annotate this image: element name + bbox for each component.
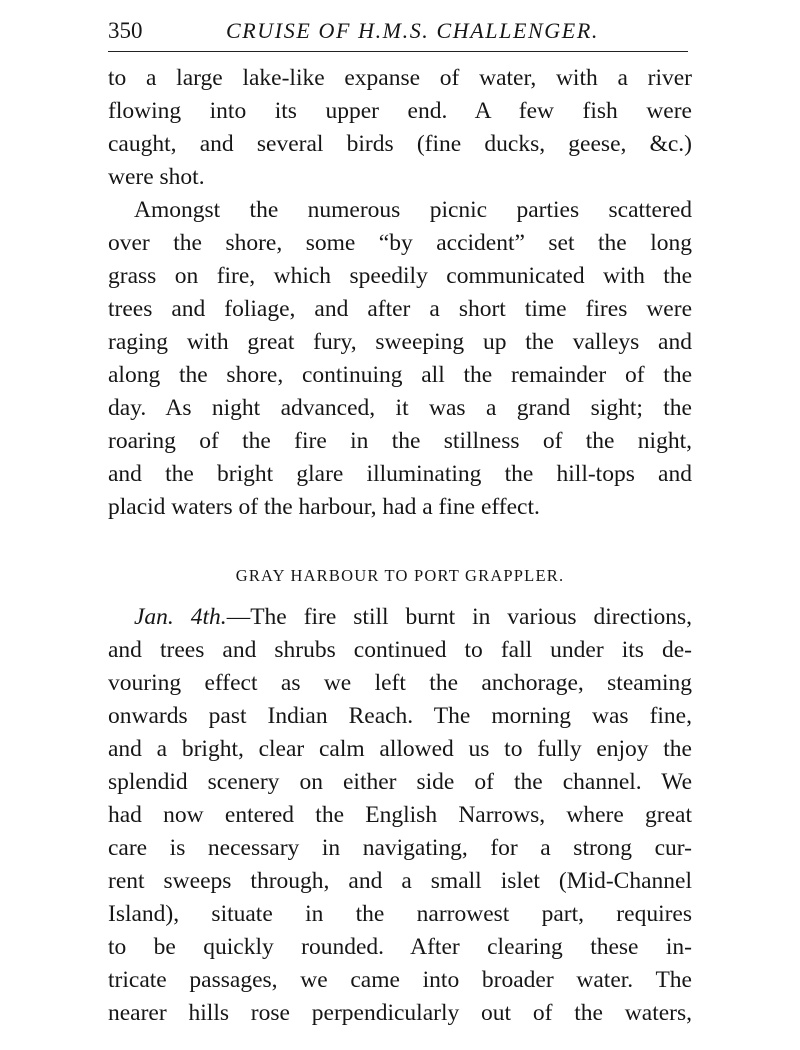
text-line: caught, and several birds (fine ducks, geese, &c.) [108, 131, 692, 157]
text-line: care is necessary in navigating, for a strong cur- [108, 835, 692, 861]
header-rule [108, 51, 688, 52]
text-line: were shot. [108, 164, 205, 190]
text-line-rest: —The fire still burnt in various directions, [226, 604, 693, 630]
running-title: CRUISE OF H.M.S. CHALLENGER. [226, 18, 599, 43]
text-line: day. As night advanced, it was a grand sight; the [108, 395, 692, 421]
text-line: along the shore, continuing all the remainder of the [108, 362, 692, 388]
text-line: rent sweeps through, and a small islet (Mid-Channel [108, 868, 692, 894]
text-line: Island), situate in the narrowest part, requires [108, 901, 692, 927]
text-line: flowing into its upper end. A few fish were [108, 98, 692, 124]
paragraph-continuation [108, 62, 692, 194]
text-line: placid waters of the harbour, had a fine effect. [108, 494, 540, 520]
text-line: vouring effect as we left the anchorage, steaming [108, 670, 692, 696]
text-line: Amongst the numerous picnic parties scattered [134, 197, 692, 223]
text-line: and the bright glare illuminating the hill-tops and [108, 461, 692, 487]
text-line: to a large lake-like expanse of water, with a river [108, 65, 692, 91]
text-line: tricate passages, we came into broader water. The [108, 967, 692, 993]
text-line: grass on fire, which speedily communicated with the [108, 263, 692, 289]
paragraph-picnic-fire [108, 194, 692, 524]
paragraph-jan-4th [108, 601, 692, 1030]
section-heading: GRAY HARBOUR TO PORT GRAPPLER. [235, 566, 565, 585]
text-line: trees and foliage, and after a short time fires were [108, 296, 692, 322]
text-line: nearer hills rose perpendicularly out of the waters, [108, 1000, 692, 1026]
text-line: and trees and shrubs continued to fall under its de- [108, 637, 692, 663]
text-line: raging with great fury, sweeping up the valleys and [108, 329, 692, 355]
text-line: over the shore, some “by accident” set the long [108, 230, 692, 256]
text-line: roaring of the fire in the stillness of the night, [108, 428, 692, 454]
running-head [108, 14, 692, 48]
text-line-first [108, 601, 692, 634]
entry-date: Jan. 4th. [134, 604, 227, 630]
text-line: had now entered the English Narrows, where great [108, 802, 692, 828]
page-number: 350 [108, 18, 143, 43]
text-line: onwards past Indian Reach. The morning was fine, [108, 703, 692, 729]
text-line: and a bright, clear calm allowed us to fully enjoy the [108, 736, 692, 762]
text-line: to be quickly rounded. After clearing these in- [108, 934, 692, 960]
text-line: splendid scenery on either side of the channel. We [108, 769, 692, 795]
